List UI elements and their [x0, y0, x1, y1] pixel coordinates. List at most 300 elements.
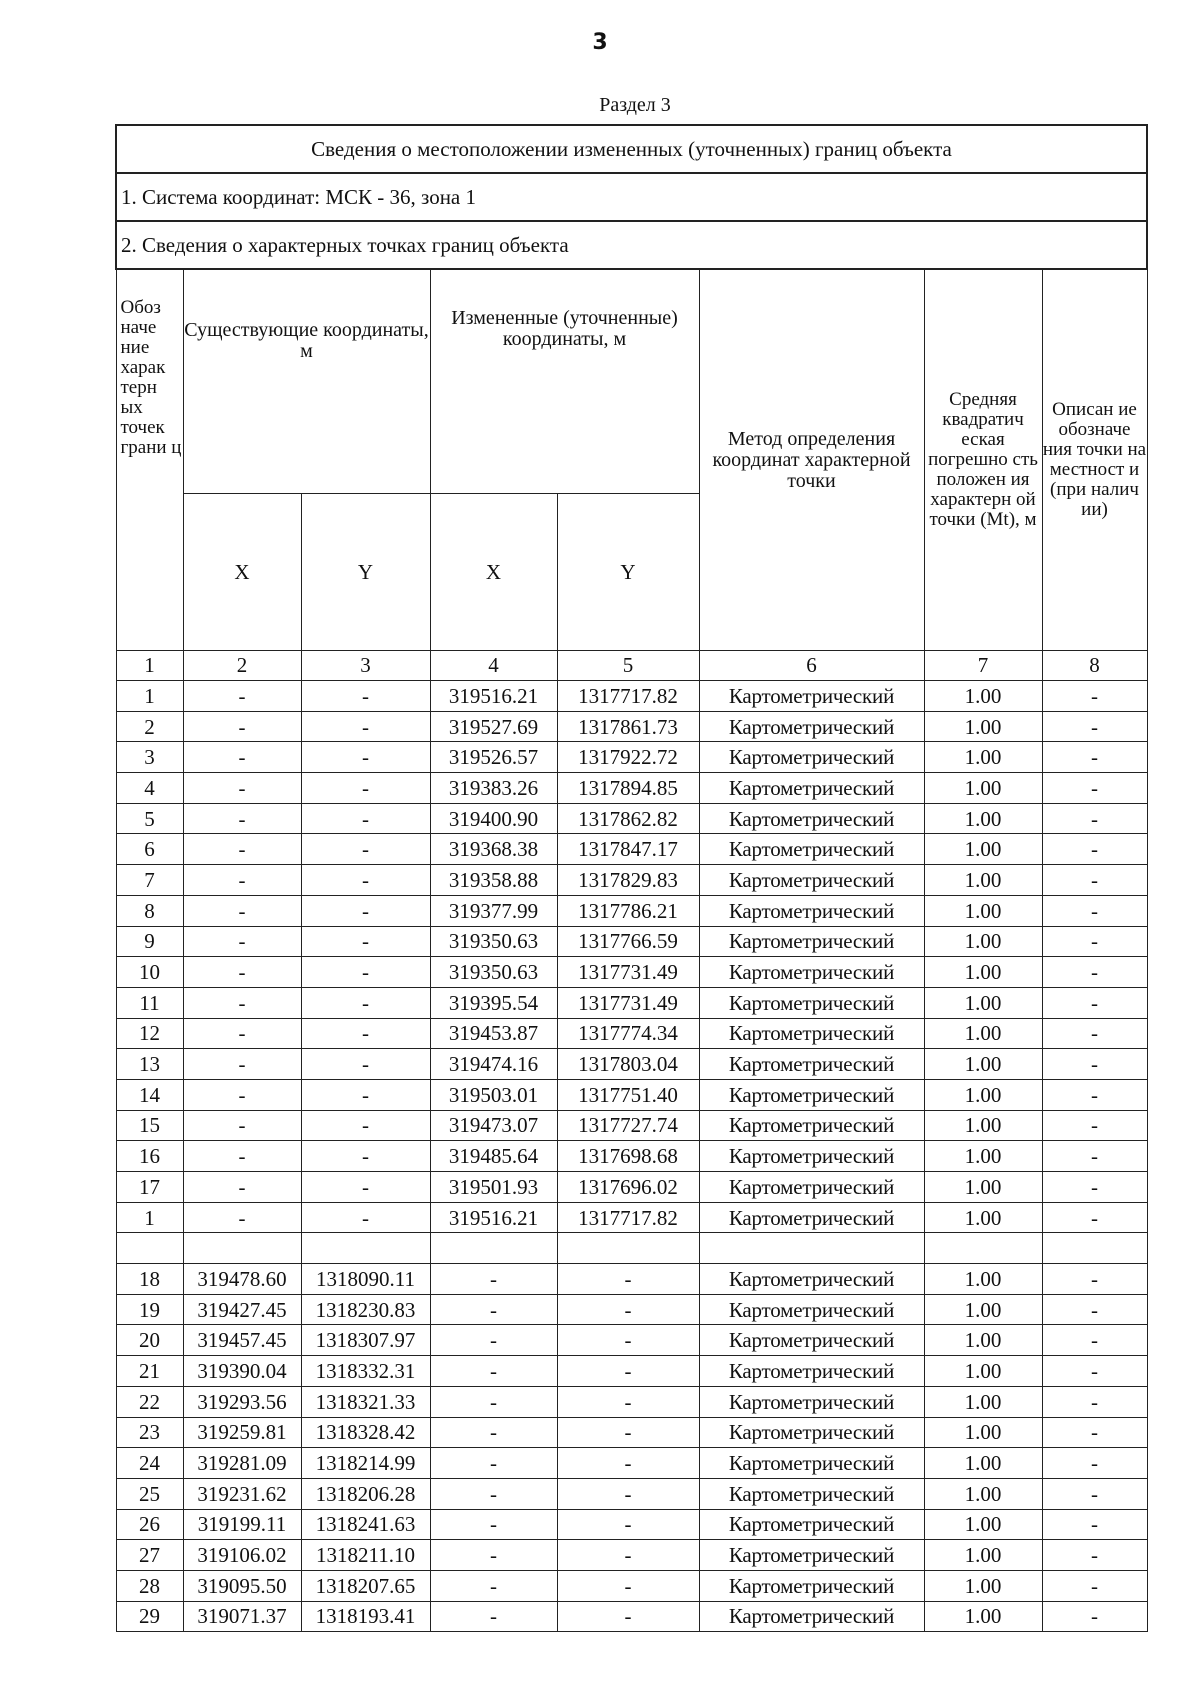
column-number: 6: [699, 651, 924, 681]
cell-mean-error: 1.00: [924, 742, 1042, 773]
cell-point-id: 28: [116, 1570, 183, 1601]
table-row: [116, 1448, 1147, 1479]
table-row: [116, 1079, 1147, 1110]
cell-description: -: [1042, 1264, 1147, 1295]
cell-changed-x: -: [430, 1264, 557, 1295]
header-existing-y: Y: [301, 494, 430, 651]
header-changed-x: X: [430, 494, 557, 651]
cell-existing-y: 1318230.83: [301, 1294, 430, 1325]
cell-changed-y: 1317727.74: [557, 1110, 699, 1141]
cell-changed-y: 1317731.49: [557, 987, 699, 1018]
cell-existing-x: 319478.60: [183, 1264, 301, 1295]
cell-existing-y: -: [301, 773, 430, 804]
cell-description: -: [1042, 1325, 1147, 1356]
cell-mean-error: 1.00: [924, 711, 1042, 742]
cell-existing-x: -: [183, 865, 301, 896]
header-method: Метод определения координат характерной точки: [699, 269, 924, 651]
cell-mean-error: 1.00: [924, 987, 1042, 1018]
cell-method: Картометрический: [699, 1294, 924, 1325]
cell-method: Картометрический: [699, 711, 924, 742]
table-row: [116, 711, 1147, 742]
cell-description: -: [1042, 803, 1147, 834]
cell-existing-y: -: [301, 1141, 430, 1172]
cell-changed-x: 319501.93: [430, 1172, 557, 1203]
column-number: 2: [183, 651, 301, 681]
cell-existing-x: -: [183, 957, 301, 988]
table-row: [116, 1386, 1147, 1417]
cell-method: Картометрический: [699, 1141, 924, 1172]
cell-description: -: [1042, 1110, 1147, 1141]
cell-existing-y: 1318206.28: [301, 1478, 430, 1509]
cell-existing-y: -: [301, 742, 430, 773]
cell-existing-y: -: [301, 987, 430, 1018]
header-existing-coords: Существующие координаты, м: [183, 269, 430, 494]
table-row: [116, 1141, 1147, 1172]
cell-changed-y: 1317774.34: [557, 1018, 699, 1049]
cell-description: -: [1042, 1386, 1147, 1417]
column-number: 4: [430, 651, 557, 681]
table-row: [116, 1356, 1147, 1387]
subsection-title: 2. Сведения о характерных точках границ объекта: [116, 221, 1147, 269]
cell-existing-x: 319281.09: [183, 1448, 301, 1479]
cell-changed-x: 319368.38: [430, 834, 557, 865]
cell-description: -: [1042, 957, 1147, 988]
cell-method: Картометрический: [699, 957, 924, 988]
cell-description: -: [1042, 1601, 1147, 1632]
cell-description: -: [1042, 1018, 1147, 1049]
cell-existing-x: -: [183, 681, 301, 712]
cell-changed-x: -: [430, 1478, 557, 1509]
cell-changed-y: -: [557, 1540, 699, 1571]
cell-method: Картометрический: [699, 1509, 924, 1540]
table-row: [116, 1172, 1147, 1203]
existing-points-rows: [116, 1264, 1147, 1632]
cell-description: -: [1042, 1294, 1147, 1325]
cell-existing-x: -: [183, 834, 301, 865]
cell-description: -: [1042, 1417, 1147, 1448]
cell-point-id: 8: [116, 895, 183, 926]
cell-changed-x: 319527.69: [430, 711, 557, 742]
cell-description: -: [1042, 1049, 1147, 1080]
cell-method: Картометрический: [699, 1478, 924, 1509]
cell-changed-y: 1317696.02: [557, 1172, 699, 1203]
cell-changed-x: -: [430, 1540, 557, 1571]
cell-changed-x: -: [430, 1386, 557, 1417]
cell-method: Картометрический: [699, 1540, 924, 1571]
cell-mean-error: 1.00: [924, 1141, 1042, 1172]
cell-description: -: [1042, 1448, 1147, 1479]
cell-description: -: [1042, 1540, 1147, 1571]
cell-point-id: 23: [116, 1417, 183, 1448]
cell-existing-x: 319071.37: [183, 1601, 301, 1632]
table-row: [116, 1202, 1147, 1233]
cell-description: -: [1042, 773, 1147, 804]
cell-changed-y: 1317698.68: [557, 1141, 699, 1172]
cell-method: Картометрический: [699, 1264, 924, 1295]
cell-existing-x: -: [183, 926, 301, 957]
table-row: [116, 1325, 1147, 1356]
table-row: [116, 742, 1147, 773]
cell-description: -: [1042, 987, 1147, 1018]
cell-existing-x: 319390.04: [183, 1356, 301, 1387]
cell-method: Картометрический: [699, 773, 924, 804]
table-row: [116, 1509, 1147, 1540]
cell-changed-y: 1317717.82: [557, 1202, 699, 1233]
cell-mean-error: 1.00: [924, 1478, 1042, 1509]
cell-description: -: [1042, 1141, 1147, 1172]
cell-existing-y: -: [301, 926, 430, 957]
cell-existing-x: -: [183, 987, 301, 1018]
table-row: [116, 1110, 1147, 1141]
column-number: 3: [301, 651, 430, 681]
cell-mean-error: 1.00: [924, 957, 1042, 988]
cell-existing-y: 1318328.42: [301, 1417, 430, 1448]
empty-cell: [557, 1233, 699, 1264]
empty-cell: [924, 1233, 1042, 1264]
cell-changed-y: -: [557, 1325, 699, 1356]
cell-method: Картометрический: [699, 1110, 924, 1141]
cell-point-id: 1: [116, 1202, 183, 1233]
cell-method: Картометрический: [699, 1386, 924, 1417]
cell-point-id: 27: [116, 1540, 183, 1571]
cell-existing-x: 319259.81: [183, 1417, 301, 1448]
cell-mean-error: 1.00: [924, 1264, 1042, 1295]
cell-changed-y: -: [557, 1386, 699, 1417]
cell-existing-y: -: [301, 681, 430, 712]
cell-changed-x: -: [430, 1356, 557, 1387]
cell-method: Картометрический: [699, 742, 924, 773]
header-changed-y: Y: [557, 494, 699, 651]
cell-point-id: 25: [116, 1478, 183, 1509]
cell-existing-x: -: [183, 1172, 301, 1203]
coordinate-system: 1. Система координат: МСК - 36, зона 1: [116, 173, 1147, 221]
cell-method: Картометрический: [699, 1601, 924, 1632]
cell-changed-x: 319516.21: [430, 681, 557, 712]
cell-existing-y: -: [301, 711, 430, 742]
cell-existing-x: 319457.45: [183, 1325, 301, 1356]
cell-point-id: 4: [116, 773, 183, 804]
cell-description: -: [1042, 711, 1147, 742]
cell-point-id: 12: [116, 1018, 183, 1049]
cell-changed-y: 1317803.04: [557, 1049, 699, 1080]
empty-cell: [699, 1233, 924, 1264]
column-number: 1: [116, 651, 183, 681]
cell-point-id: 14: [116, 1079, 183, 1110]
cell-mean-error: 1.00: [924, 926, 1042, 957]
header-changed-coords: Измененные (уточненные) координаты, м: [430, 269, 699, 494]
cell-mean-error: 1.00: [924, 1018, 1042, 1049]
cell-point-id: 22: [116, 1386, 183, 1417]
cell-existing-x: -: [183, 1141, 301, 1172]
cell-point-id: 5: [116, 803, 183, 834]
cell-existing-x: 319095.50: [183, 1570, 301, 1601]
cell-method: Картометрический: [699, 1325, 924, 1356]
cell-changed-y: -: [557, 1601, 699, 1632]
cell-changed-x: 319377.99: [430, 895, 557, 926]
table-row: [116, 865, 1147, 896]
cell-existing-x: -: [183, 803, 301, 834]
cell-method: Картометрический: [699, 926, 924, 957]
empty-cell: [1042, 1233, 1147, 1264]
cell-point-id: 26: [116, 1509, 183, 1540]
table-row: [116, 895, 1147, 926]
cell-description: -: [1042, 1079, 1147, 1110]
cell-changed-y: 1317766.59: [557, 926, 699, 957]
page-number: 3: [592, 30, 608, 55]
cell-point-id: 24: [116, 1448, 183, 1479]
cell-changed-x: -: [430, 1601, 557, 1632]
cell-existing-y: -: [301, 1172, 430, 1203]
cell-changed-x: 319358.88: [430, 865, 557, 896]
cell-method: Картометрический: [699, 1356, 924, 1387]
cell-point-id: 18: [116, 1264, 183, 1295]
cell-method: Картометрический: [699, 1049, 924, 1080]
cell-description: -: [1042, 1509, 1147, 1540]
column-number: 7: [924, 651, 1042, 681]
cell-mean-error: 1.00: [924, 1110, 1042, 1141]
cell-changed-y: -: [557, 1356, 699, 1387]
table-row: [116, 1540, 1147, 1571]
cell-existing-x: -: [183, 895, 301, 926]
cell-point-id: 10: [116, 957, 183, 988]
cell-mean-error: 1.00: [924, 803, 1042, 834]
cell-point-id: 16: [116, 1141, 183, 1172]
cell-existing-x: 319427.45: [183, 1294, 301, 1325]
cell-point-id: 9: [116, 926, 183, 957]
cell-changed-y: -: [557, 1570, 699, 1601]
table-row: [116, 1049, 1147, 1080]
cell-changed-x: 319503.01: [430, 1079, 557, 1110]
cell-point-id: 6: [116, 834, 183, 865]
cell-method: Картометрический: [699, 865, 924, 896]
cell-changed-x: 319474.16: [430, 1049, 557, 1080]
cell-existing-y: 1318241.63: [301, 1509, 430, 1540]
cell-changed-y: 1317751.40: [557, 1079, 699, 1110]
cell-method: Картометрический: [699, 803, 924, 834]
cell-description: -: [1042, 1172, 1147, 1203]
cell-changed-x: -: [430, 1448, 557, 1479]
cell-point-id: 17: [116, 1172, 183, 1203]
cell-mean-error: 1.00: [924, 1448, 1042, 1479]
cell-description: -: [1042, 1478, 1147, 1509]
cell-existing-x: 319106.02: [183, 1540, 301, 1571]
cell-method: Картометрический: [699, 1079, 924, 1110]
cell-changed-x: 319473.07: [430, 1110, 557, 1141]
cell-point-id: 2: [116, 711, 183, 742]
cell-method: Картометрический: [699, 834, 924, 865]
cell-changed-y: -: [557, 1417, 699, 1448]
cell-existing-x: -: [183, 773, 301, 804]
cell-method: Картометрический: [699, 1172, 924, 1203]
cell-point-id: 7: [116, 865, 183, 896]
table-row: [116, 681, 1147, 712]
cell-method: Картометрический: [699, 1570, 924, 1601]
cell-description: -: [1042, 742, 1147, 773]
table-title: Сведения о местоположении измененных (уточненных) границ объекта: [116, 125, 1147, 173]
cell-mean-error: 1.00: [924, 1570, 1042, 1601]
cell-changed-x: -: [430, 1570, 557, 1601]
cell-changed-x: 319453.87: [430, 1018, 557, 1049]
header-point-designation: Обоз наче ние харак терн ых точек грани ц: [116, 269, 183, 651]
cell-existing-y: -: [301, 865, 430, 896]
cell-mean-error: 1.00: [924, 1417, 1042, 1448]
cell-mean-error: 1.00: [924, 1540, 1042, 1571]
cell-mean-error: 1.00: [924, 1325, 1042, 1356]
column-number-row: [116, 651, 1147, 681]
cell-point-id: 19: [116, 1294, 183, 1325]
cell-method: Картометрический: [699, 895, 924, 926]
cell-mean-error: 1.00: [924, 865, 1042, 896]
cell-existing-x: -: [183, 742, 301, 773]
cell-existing-y: -: [301, 1202, 430, 1233]
cell-description: -: [1042, 895, 1147, 926]
cell-existing-x: -: [183, 1018, 301, 1049]
cell-existing-y: 1318193.41: [301, 1601, 430, 1632]
cell-point-id: 3: [116, 742, 183, 773]
header-existing-x: X: [183, 494, 301, 651]
cell-point-id: 15: [116, 1110, 183, 1141]
cell-existing-x: -: [183, 1049, 301, 1080]
table-row: [116, 803, 1147, 834]
cell-changed-x: 319526.57: [430, 742, 557, 773]
cell-point-id: 1: [116, 681, 183, 712]
cell-description: -: [1042, 834, 1147, 865]
cell-mean-error: 1.00: [924, 1049, 1042, 1080]
cell-point-id: 11: [116, 987, 183, 1018]
cell-mean-error: 1.00: [924, 1356, 1042, 1387]
cell-method: Картометрический: [699, 987, 924, 1018]
table-row: [116, 834, 1147, 865]
cell-mean-error: 1.00: [924, 1386, 1042, 1417]
cell-existing-y: -: [301, 957, 430, 988]
empty-cell: [301, 1233, 430, 1264]
cell-changed-x: -: [430, 1294, 557, 1325]
cell-changed-x: -: [430, 1325, 557, 1356]
cell-changed-x: 319395.54: [430, 987, 557, 1018]
table-row: [116, 1601, 1147, 1632]
cell-existing-y: 1318207.65: [301, 1570, 430, 1601]
cell-existing-y: 1318214.99: [301, 1448, 430, 1479]
cell-changed-x: 319400.90: [430, 803, 557, 834]
table-row: [116, 773, 1147, 804]
cell-description: -: [1042, 1570, 1147, 1601]
cell-existing-y: 1318211.10: [301, 1540, 430, 1571]
cell-existing-y: -: [301, 1079, 430, 1110]
cell-point-id: 13: [116, 1049, 183, 1080]
table-row: [116, 1018, 1147, 1049]
cell-method: Картометрический: [699, 1202, 924, 1233]
cell-existing-y: -: [301, 895, 430, 926]
cell-changed-y: 1317731.49: [557, 957, 699, 988]
cell-method: Картометрический: [699, 1448, 924, 1479]
table-row: [116, 1417, 1147, 1448]
cell-existing-x: 319199.11: [183, 1509, 301, 1540]
cell-existing-y: -: [301, 834, 430, 865]
cell-method: Картометрический: [699, 681, 924, 712]
cell-changed-y: 1317717.82: [557, 681, 699, 712]
cell-changed-y: 1317861.73: [557, 711, 699, 742]
cell-existing-y: -: [301, 803, 430, 834]
cell-point-id: 21: [116, 1356, 183, 1387]
table-row: [116, 1294, 1147, 1325]
cell-changed-y: -: [557, 1264, 699, 1295]
cell-mean-error: 1.00: [924, 834, 1042, 865]
cell-existing-y: -: [301, 1110, 430, 1141]
table-row: [116, 926, 1147, 957]
empty-cell: [183, 1233, 301, 1264]
header-mean-error: Средняя квадратич еская погрешно сть положен ия характерн ой точки (Mt), м: [924, 269, 1042, 651]
empty-cell: [116, 1233, 183, 1264]
table-row: [116, 1570, 1147, 1601]
changed-points-rows: [116, 681, 1147, 1233]
cell-changed-x: 319350.63: [430, 926, 557, 957]
cell-changed-y: 1317847.17: [557, 834, 699, 865]
cell-description: -: [1042, 865, 1147, 896]
cell-existing-y: -: [301, 1049, 430, 1080]
cell-mean-error: 1.00: [924, 1601, 1042, 1632]
cell-changed-x: 319485.64: [430, 1141, 557, 1172]
column-number: 5: [557, 651, 699, 681]
table-row: [116, 1264, 1147, 1295]
cell-changed-y: 1317786.21: [557, 895, 699, 926]
header-description: Описан ие обозначе ния точки на местност и (при налич ии): [1042, 269, 1147, 651]
cell-description: -: [1042, 926, 1147, 957]
cell-existing-y: 1318321.33: [301, 1386, 430, 1417]
cell-changed-y: 1317862.82: [557, 803, 699, 834]
cell-changed-y: -: [557, 1509, 699, 1540]
empty-cell: [430, 1233, 557, 1264]
cell-existing-x: -: [183, 1202, 301, 1233]
cell-changed-x: 319350.63: [430, 957, 557, 988]
cell-existing-x: 319231.62: [183, 1478, 301, 1509]
cell-mean-error: 1.00: [924, 773, 1042, 804]
cell-existing-x: -: [183, 711, 301, 742]
cell-mean-error: 1.00: [924, 895, 1042, 926]
cell-method: Картометрический: [699, 1417, 924, 1448]
cell-mean-error: 1.00: [924, 1509, 1042, 1540]
cell-changed-y: 1317922.72: [557, 742, 699, 773]
cell-description: -: [1042, 1356, 1147, 1387]
cell-existing-y: -: [301, 1018, 430, 1049]
column-number: 8: [1042, 651, 1147, 681]
cell-changed-x: -: [430, 1509, 557, 1540]
cell-existing-x: 319293.56: [183, 1386, 301, 1417]
cell-description: -: [1042, 681, 1147, 712]
cell-changed-x: 319383.26: [430, 773, 557, 804]
cell-point-id: 20: [116, 1325, 183, 1356]
table-row: [116, 957, 1147, 988]
cell-mean-error: 1.00: [924, 1294, 1042, 1325]
separator-row: [116, 1233, 1147, 1264]
cell-existing-y: 1318090.11: [301, 1264, 430, 1295]
cell-mean-error: 1.00: [924, 1079, 1042, 1110]
cell-changed-y: -: [557, 1294, 699, 1325]
cell-existing-x: -: [183, 1079, 301, 1110]
table-row: [116, 1478, 1147, 1509]
cell-changed-y: 1317829.83: [557, 865, 699, 896]
cell-changed-x: 319516.21: [430, 1202, 557, 1233]
cell-existing-x: -: [183, 1110, 301, 1141]
section-label: Раздел 3: [599, 94, 671, 116]
cell-description: -: [1042, 1202, 1147, 1233]
cell-mean-error: 1.00: [924, 681, 1042, 712]
cell-existing-y: 1318332.31: [301, 1356, 430, 1387]
table-row: [116, 987, 1147, 1018]
cell-changed-y: 1317894.85: [557, 773, 699, 804]
cell-method: Картометрический: [699, 1018, 924, 1049]
cell-changed-x: -: [430, 1417, 557, 1448]
boundary-points-table: [115, 124, 1148, 1632]
